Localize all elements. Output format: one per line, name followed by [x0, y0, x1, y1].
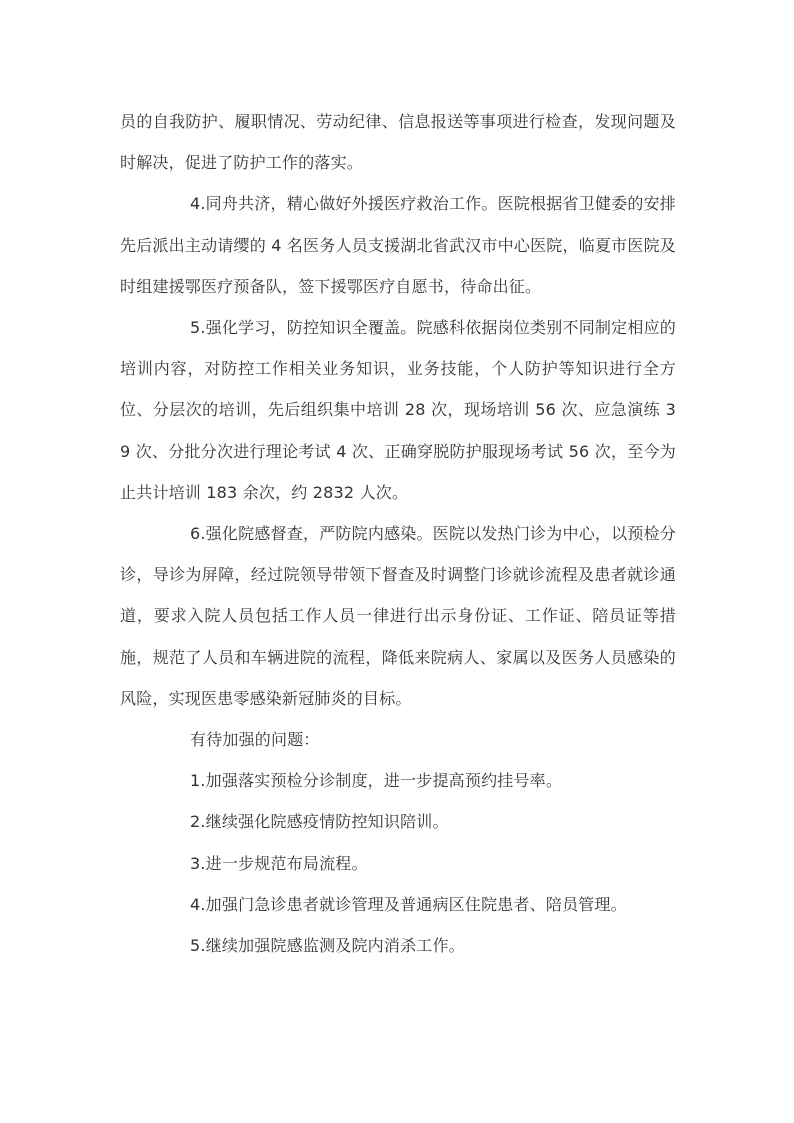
issue-item-4: 4.加强门急诊患者就诊管理及普通病区住院患者、陪员管理。	[190, 894, 627, 914]
issue-item-1: 1.加强落实预检分诊制度，进一步提高预约挂号率。	[190, 771, 563, 791]
paragraph-item-5: 5.强化学习，防控知识全覆盖。院感科依据岗位类别不同制定相应的培训内容，对防控工作相关业务知识，业务技能，个人防护等知识进行全方位、分层次的培训，先后组织集中培训 28 次，现场培训 56 次、应急演练 39 次、分批分次进行理论考试 4 次、正确穿脱防护服现场考试 56 次，至今为止共计培训 183 余次，约 2832 人次。	[120, 318, 676, 502]
issue-item-5: 5.继续加强院感监测及院内消杀工作。	[190, 936, 465, 956]
paragraph-item-4: 4.同舟共济，精心做好外援医疗救治工作。医院根据省卫健委的安排先后派出主动请缨的 4 名医务人员支援湖北省武汉市中心医院，临夏市医院及时组建援鄂医疗预备队，签下援鄂医疗自愿书，待命出征。	[120, 194, 676, 296]
paragraph-item-6: 6.强化院感督查，严防院内感染。医院以发热门诊为中心，以预检分诊，导诊为屏障，经过院领导带领下督查及时调整门诊就诊流程及患者就诊通道，要求入院人员包括工作人员一律进行出示身份证、工作证、陪员证等措施，规范了人员和车辆进院的流程，降低来院病人、家属以及医务人员感染的风险，实现医患零感染新冠肺炎的目标。	[120, 524, 676, 708]
issue-item-3: 3.进一步规范布局流程。	[190, 853, 368, 873]
issue-item-2: 2.继续强化院感疫情防控知识陪训。	[190, 812, 449, 832]
paragraph-continuation: 员的自我防护、履职情况、劳动纪律、信息报送等事项进行检查，发现问题及时解决，促进了防护工作的落实。	[120, 112, 676, 173]
document-body	[120, 101, 676, 966]
issues-heading: 有待加强的问题：	[190, 730, 320, 750]
